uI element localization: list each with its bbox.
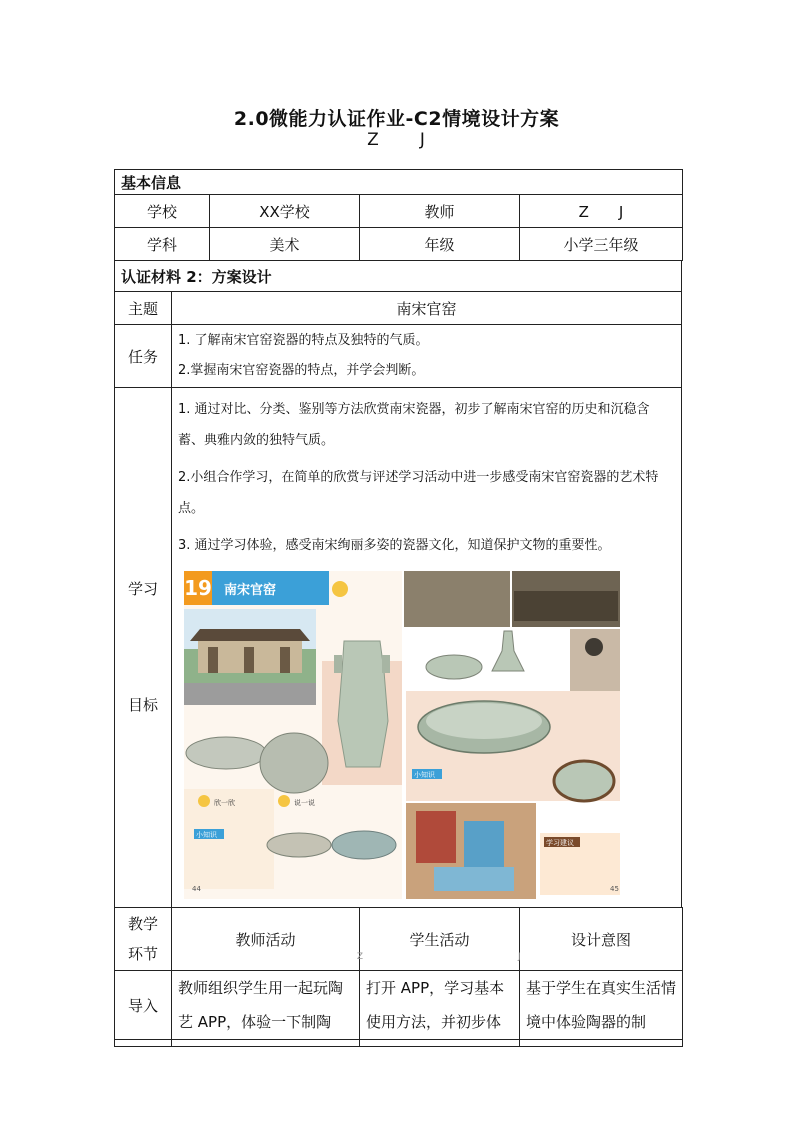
process-table (114, 907, 683, 1047)
goal-label-line1: 学习 (127, 580, 158, 598)
stage-cell: 导入 (115, 971, 172, 1040)
school-label: 学校 (115, 195, 210, 228)
grade-value: 小学三年级 (520, 228, 683, 261)
stage-header-line2: 环节 (127, 945, 158, 963)
design-document (114, 169, 682, 1047)
student-activity-cell: 打开 APP，学习基本使用方法，并初步体 (360, 971, 520, 1040)
task-label: 任务 (115, 325, 172, 388)
document-title: 2.0微能力认证作业-C2情境设计方案 (233, 108, 560, 130)
page-number-right: 45 (610, 885, 619, 893)
teacher-activity-header-label: 教师活动 (235, 930, 296, 949)
author-initials (0, 130, 793, 150)
design-heading: 认证材料 2：方案设计 (115, 261, 682, 292)
design-intent-header (520, 908, 683, 971)
process-row-cont (115, 1040, 172, 1047)
faint-mark-j: J (518, 952, 521, 962)
goal-list (178, 394, 675, 561)
goal-content (172, 388, 682, 908)
topic-value: 南宋官窑 (172, 292, 682, 325)
design-table (114, 260, 682, 908)
subject-label: 学科 (115, 228, 210, 261)
teacher-value: Z J (520, 195, 683, 228)
subject-value: 美术 (210, 228, 360, 261)
goal-label (115, 388, 172, 908)
goal-item: 1. 通过对比、分类、鉴别等方法欣赏南宋瓷器，初步了解南宋官窑的历史和沉稳含蓄、典雅内敛的独特气质。 (178, 402, 650, 448)
stage-header-line1: 教学 (127, 915, 158, 933)
caption-item: 小知识 (414, 771, 435, 779)
goal-item: 2.小组合作学习，在简单的欣赏与评述学习活动中进一步感受南宋官窑瓷器的艺术特点。 (178, 470, 659, 516)
design-intent-header-label: 设计意图 (570, 930, 631, 949)
design-intent-cell: 基于学生在真实生活情境中体验陶器的制 (520, 971, 683, 1040)
textbook-spread-svg (184, 571, 620, 899)
teacher-label: 教师 (360, 195, 520, 228)
basic-info-heading: 基本信息 (115, 170, 683, 195)
topic-label: 主题 (115, 292, 172, 325)
task-item: 2.掌握南宋官窑瓷器的特点，并学会判断。 (178, 363, 425, 378)
teacher-activity-cell: 教师组织学生用一起玩陶艺 APP，体验一下制陶 (172, 971, 360, 1040)
caption-item: 说一说 (294, 799, 315, 807)
textbook-page-image (184, 571, 620, 899)
student-activity-header: 学生活动 (360, 908, 520, 971)
school-value: XX学校 (210, 195, 360, 228)
stage-header (115, 908, 172, 971)
task-list (172, 325, 682, 388)
caption-item: 小知识 (196, 831, 217, 839)
faint-mark-z: Z (356, 952, 363, 962)
lesson-number: 19 (184, 576, 212, 600)
author-initial-z: Z (367, 130, 380, 150)
process-row-cont (360, 1040, 520, 1047)
grade-label: 年级 (360, 228, 520, 261)
goal-label-line2: 目标 (127, 695, 158, 714)
page-number-left: 44 (192, 885, 201, 893)
caption-item: 学习建议 (546, 839, 574, 847)
task-item: 1. 了解南宋官窑瓷器的特点及独特的气质。 (178, 333, 429, 348)
goal-item: 3. 通过学习体验，感受南宋绚丽多姿的瓷器文化，知道保护文物的重要性。 (178, 538, 611, 553)
process-row-cont (172, 1040, 360, 1047)
author-initial-j: J (419, 130, 426, 150)
lesson-title: 南宋官窑 (224, 583, 277, 598)
basic-info-table (114, 169, 683, 261)
caption-item: 欣一欣 (214, 799, 235, 807)
teacher-activity-header (172, 908, 363, 971)
process-row-cont (520, 1040, 683, 1047)
